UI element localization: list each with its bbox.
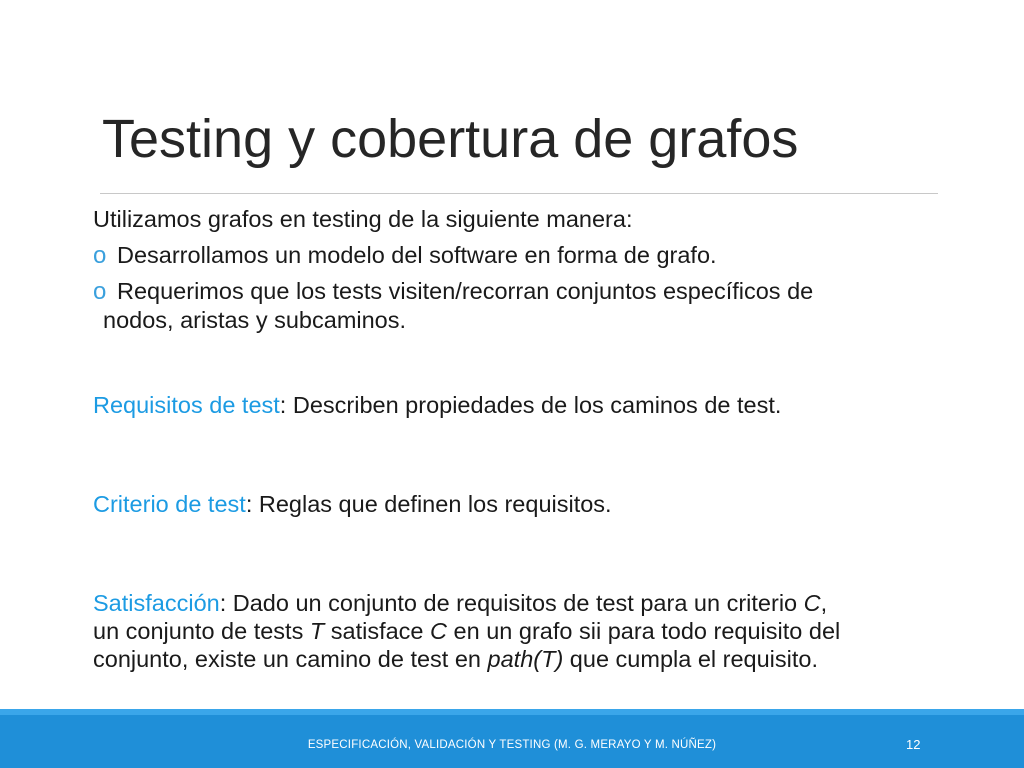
slide-title: Testing y cobertura de grafos bbox=[102, 109, 799, 169]
satisfaccion-var-c2: C bbox=[430, 618, 448, 644]
bullet-text-2: Requerimos que los tests visiten/recorran conjuntos específicos de bbox=[117, 278, 814, 304]
satisfaccion-text-2: , bbox=[820, 590, 828, 616]
title-divider bbox=[100, 193, 938, 194]
footer-label: ESPECIFICACIÓN, VALIDACIÓN Y TESTING (M. G. MERAYO Y M. NÚÑEZ) bbox=[307, 739, 717, 751]
satisfaccion-text-3: un conjunto de tests bbox=[93, 618, 310, 644]
satisfaccion-text-4: satisface bbox=[324, 618, 431, 644]
page-number: 12 bbox=[906, 737, 921, 752]
definition-criterio-text: : Reglas que definen los requisitos. bbox=[245, 491, 612, 517]
term-satisfaccion: Satisfacción bbox=[93, 590, 220, 616]
bullet-text-2-continued: nodos, aristas y subcaminos. bbox=[103, 307, 407, 333]
satisfaccion-var-t: T bbox=[309, 618, 325, 644]
satisfaccion-text-5: en un grafo sii para todo requisito del bbox=[447, 618, 841, 644]
footer-accent-strip bbox=[0, 709, 1024, 715]
satisfaccion-text-6: conjunto, existe un camino de test en bbox=[93, 646, 488, 672]
definition-requisitos bbox=[93, 391, 933, 420]
satisfaccion-text-1: : Dado un conjunto de requisitos de test para un criterio bbox=[219, 590, 804, 616]
satisfaccion-text-7: que cumpla el requisito. bbox=[563, 646, 819, 672]
bullet-marker: o bbox=[93, 278, 107, 305]
footer-text bbox=[0, 739, 1024, 751]
bullet-marker: o bbox=[93, 242, 107, 269]
definition-requisitos-text: : Describen propiedades de los caminos de test. bbox=[279, 392, 782, 418]
term-criterio: Criterio de test bbox=[93, 491, 246, 517]
bullet-item-1 bbox=[93, 241, 933, 270]
satisfaccion-var-path: path(T) bbox=[487, 646, 564, 672]
satisfaccion-var-c: C bbox=[803, 590, 821, 616]
definition-criterio bbox=[93, 490, 933, 519]
slide-body bbox=[93, 205, 933, 673]
intro-text: Utilizamos grafos en testing de la siguiente manera: bbox=[93, 206, 633, 232]
bullet-item-2 bbox=[93, 277, 933, 335]
definition-satisfaccion bbox=[93, 589, 933, 673]
bullet-text-1: Desarrollamos un modelo del software en forma de grafo. bbox=[117, 242, 717, 268]
term-requisitos: Requisitos de test bbox=[93, 392, 280, 418]
